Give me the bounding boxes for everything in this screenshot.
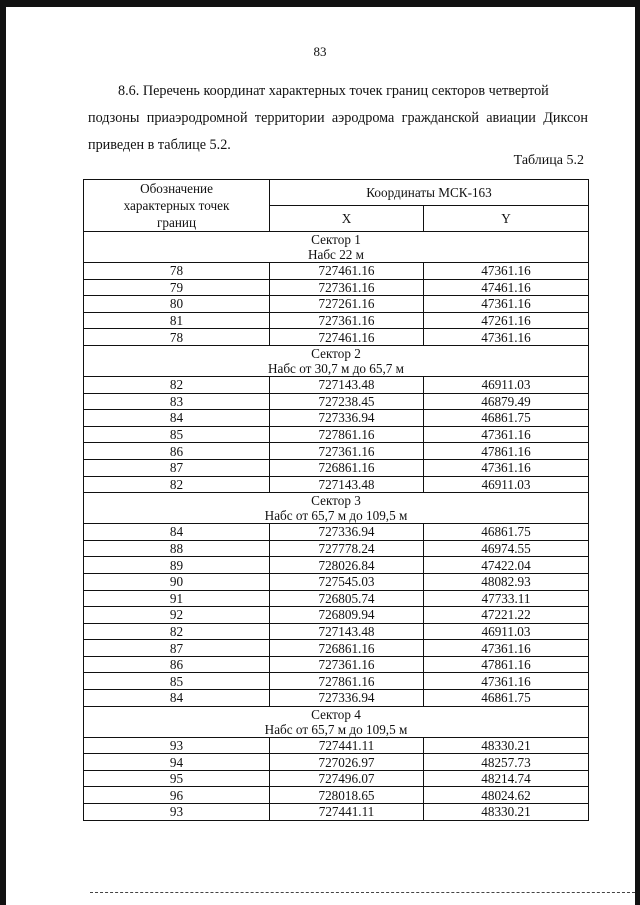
table-row: [84, 476, 589, 493]
y-cell: 47221.22: [424, 607, 589, 624]
sector-name: Сектор 3: [311, 493, 361, 509]
table-row: [84, 656, 589, 673]
table-row: [84, 443, 589, 460]
x-cell: 726861.16: [270, 459, 424, 476]
sector-header: [84, 706, 589, 737]
y-cell: 47361.16: [424, 426, 589, 443]
point-cell: 95: [84, 770, 270, 787]
y-cell: 47361.16: [424, 296, 589, 313]
y-cell: 47361.16: [424, 640, 589, 657]
sector-name: Сектор 1: [311, 232, 361, 247]
intro-line-2: подзоны приаэродромной территории аэродрома гражданской авиации Диксон: [88, 110, 588, 126]
table-caption: Таблица 5.2: [513, 153, 584, 168]
x-cell: 728018.65: [270, 787, 424, 804]
header-y: Y: [424, 206, 589, 232]
sector-header: [84, 493, 589, 524]
y-cell: 47361.16: [424, 329, 589, 346]
x-cell: 727238.45: [270, 393, 424, 410]
point-cell: 96: [84, 787, 270, 804]
x-cell: 727143.48: [270, 376, 424, 393]
sector-header-row: [84, 345, 589, 376]
scan-border-right: [635, 0, 640, 905]
header-x: X: [270, 206, 424, 232]
scan-border-top: [0, 0, 640, 7]
header-designation: Обозначение характерных точек границ: [84, 180, 270, 232]
x-cell: 727496.07: [270, 770, 424, 787]
point-cell: 87: [84, 640, 270, 657]
x-cell: 727361.16: [270, 312, 424, 329]
table-row: [84, 737, 589, 754]
x-cell: 727143.48: [270, 476, 424, 493]
table-row: [84, 393, 589, 410]
x-cell: 727336.94: [270, 524, 424, 541]
x-cell: 727545.03: [270, 573, 424, 590]
intro-line-3: приведен в таблице 5.2.: [88, 137, 231, 153]
point-cell: 81: [84, 312, 270, 329]
intro-paragraph: [88, 78, 588, 159]
y-cell: 46911.03: [424, 376, 589, 393]
table-row: [84, 426, 589, 443]
table-row: [84, 376, 589, 393]
table-row: [84, 557, 589, 574]
y-cell: 46911.03: [424, 476, 589, 493]
x-cell: 727361.16: [270, 279, 424, 296]
point-cell: 91: [84, 590, 270, 607]
point-cell: 90: [84, 573, 270, 590]
sector-header-row: [84, 493, 589, 524]
x-cell: 727336.94: [270, 690, 424, 707]
point-cell: 80: [84, 296, 270, 313]
y-cell: 48214.74: [424, 770, 589, 787]
x-cell: 727441.11: [270, 804, 424, 821]
table-row: [84, 329, 589, 346]
table-row: [84, 279, 589, 296]
sector-name: Сектор 4: [311, 706, 361, 722]
y-cell: 46911.03: [424, 623, 589, 640]
sector-height: Набс от 65,7 м до 109,5 м: [264, 721, 408, 737]
y-cell: 48330.21: [424, 804, 589, 821]
table-row: [84, 263, 589, 280]
y-cell: 47461.16: [424, 279, 589, 296]
table-row: [84, 590, 589, 607]
point-cell: 78: [84, 329, 270, 346]
table-row: [84, 623, 589, 640]
header-coords-title: Координаты МСК-163: [270, 180, 589, 206]
y-cell: 46861.75: [424, 524, 589, 541]
point-cell: 86: [84, 443, 270, 460]
table-row: [84, 459, 589, 476]
table-body: [84, 232, 589, 821]
y-cell: 48024.62: [424, 787, 589, 804]
table-row: [84, 540, 589, 557]
point-cell: 82: [84, 476, 270, 493]
point-cell: 79: [84, 279, 270, 296]
table-row: [84, 640, 589, 657]
sector-header: [84, 232, 589, 263]
table-row: [84, 804, 589, 821]
x-cell: 727861.16: [270, 673, 424, 690]
point-cell: 88: [84, 540, 270, 557]
scan-border-bottom: [90, 892, 635, 895]
y-cell: 46861.75: [424, 410, 589, 427]
x-cell: 727261.16: [270, 296, 424, 313]
sector-header-row: [84, 706, 589, 737]
table-row: [84, 312, 589, 329]
x-cell: 726809.94: [270, 607, 424, 624]
y-cell: 47261.16: [424, 312, 589, 329]
point-cell: 84: [84, 410, 270, 427]
point-cell: 82: [84, 623, 270, 640]
y-cell: 48257.73: [424, 754, 589, 771]
table-row: [84, 524, 589, 541]
x-cell: 727861.16: [270, 426, 424, 443]
y-cell: 46879.49: [424, 393, 589, 410]
point-cell: 85: [84, 673, 270, 690]
x-cell: 727461.16: [270, 263, 424, 280]
y-cell: 47861.16: [424, 443, 589, 460]
x-cell: 728026.84: [270, 557, 424, 574]
point-cell: 82: [84, 376, 270, 393]
sector-height: Набс от 30,7 м до 65,7 м: [267, 360, 405, 376]
table-row: [84, 787, 589, 804]
point-cell: 94: [84, 754, 270, 771]
y-cell: 47861.16: [424, 656, 589, 673]
x-cell: 727361.16: [270, 656, 424, 673]
y-cell: 47733.11: [424, 590, 589, 607]
point-cell: 85: [84, 426, 270, 443]
x-cell: 727143.48: [270, 623, 424, 640]
table-row: [84, 573, 589, 590]
y-cell: 47361.16: [424, 263, 589, 280]
point-cell: 93: [84, 804, 270, 821]
table-row: [84, 410, 589, 427]
point-cell: 84: [84, 690, 270, 707]
point-cell: 92: [84, 607, 270, 624]
sector-height: Набс 22 м: [307, 247, 365, 262]
table-row: [84, 690, 589, 707]
table-row: [84, 607, 589, 624]
x-cell: 727026.97: [270, 754, 424, 771]
point-cell: 89: [84, 557, 270, 574]
y-cell: 47361.16: [424, 673, 589, 690]
x-cell: 726805.74: [270, 590, 424, 607]
y-cell: 46861.75: [424, 690, 589, 707]
x-cell: 727336.94: [270, 410, 424, 427]
point-cell: 83: [84, 393, 270, 410]
sector-header-row: [84, 232, 589, 263]
y-cell: 48330.21: [424, 737, 589, 754]
x-cell: 727441.11: [270, 737, 424, 754]
page-number: 83: [313, 44, 327, 59]
x-cell: 727461.16: [270, 329, 424, 346]
y-cell: 47361.16: [424, 459, 589, 476]
point-cell: 78: [84, 263, 270, 280]
table-row: [84, 770, 589, 787]
table-row: [84, 754, 589, 771]
point-cell: 84: [84, 524, 270, 541]
x-cell: 726861.16: [270, 640, 424, 657]
point-cell: 93: [84, 737, 270, 754]
intro-line-1: 8.6. Перечень координат характерных точек границ секторов четвертой: [118, 83, 549, 99]
scan-border-left: [0, 0, 6, 905]
x-cell: 727778.24: [270, 540, 424, 557]
coordinates-table: [83, 179, 589, 821]
sector-height: Набс от 65,7 м до 109,5 м: [264, 508, 408, 524]
sector-name: Сектор 2: [311, 345, 361, 361]
y-cell: 46974.55: [424, 540, 589, 557]
table-row: [84, 673, 589, 690]
y-cell: 48082.93: [424, 573, 589, 590]
sector-header: [84, 345, 589, 376]
point-cell: 87: [84, 459, 270, 476]
x-cell: 727361.16: [270, 443, 424, 460]
table-row: [84, 296, 589, 313]
point-cell: 86: [84, 656, 270, 673]
y-cell: 47422.04: [424, 557, 589, 574]
